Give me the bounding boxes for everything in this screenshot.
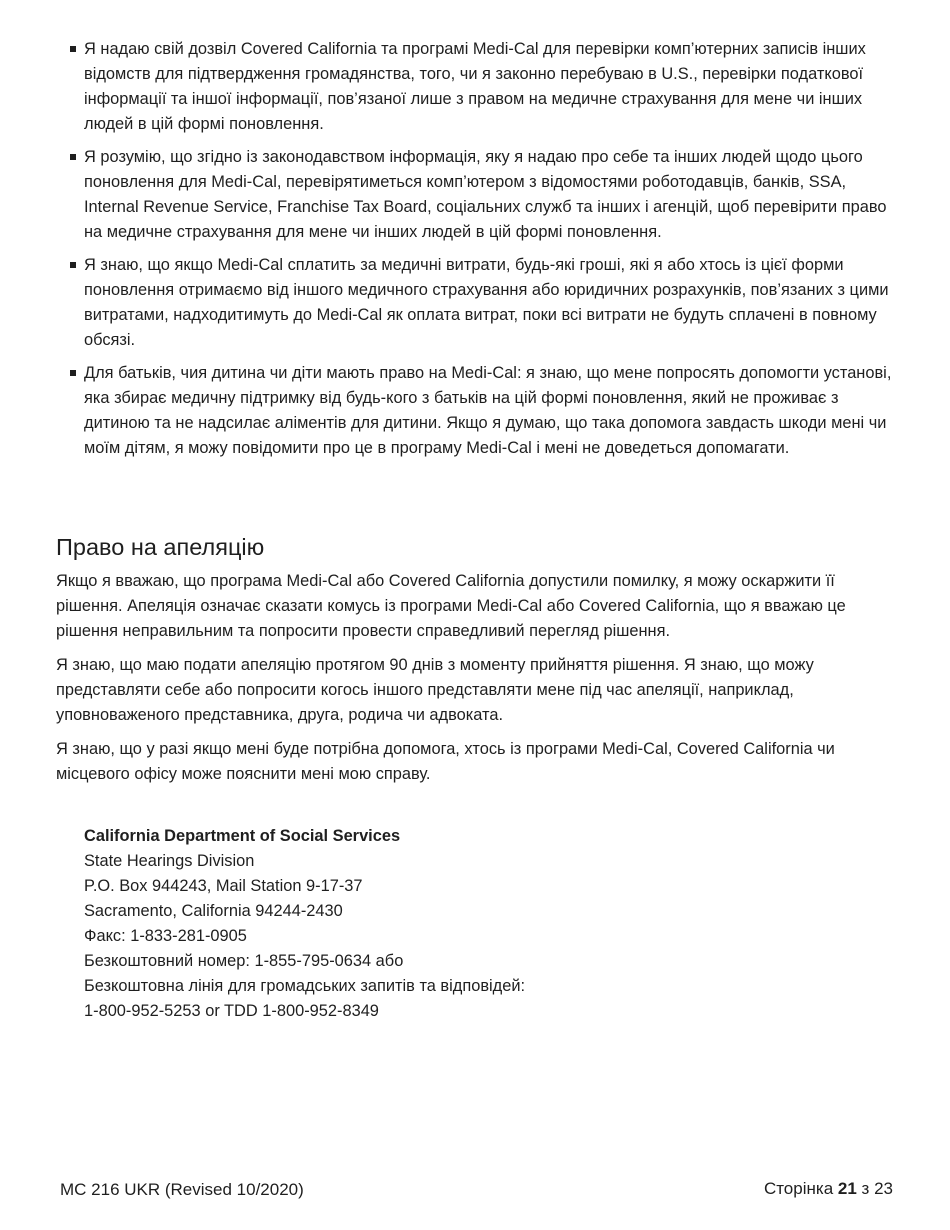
form-id: MC 216 UKR (Revised 10/2020)	[60, 1180, 304, 1199]
address-block	[84, 824, 784, 1024]
bullet-text: Я надаю свій дозвіл Covered California та програмі Medi-Cal для перевірки комп’ютерних записів інших відомств для підтвердження громадянства, того, чи я законно перебуваю в U.S., перевірки податкової інформації та іншої інформації, пов’язаної лише з правом на медичне страхування для мене чи інших людей в цій формі поновлення.	[84, 40, 866, 133]
appeal-body	[56, 569, 896, 796]
page-total: 23	[874, 1179, 893, 1198]
page-label: Сторінка	[763, 1179, 834, 1198]
appeal-paragraph: Я знаю, що маю подати апеляцію протягом 90 днів з моменту прийняття рішення. Я знаю, що можу представляти себе або попросити когось іншого представляти мене під час апеляції, наприклад, уповноваженого представника, друга, родича чи адвоката.	[56, 656, 814, 724]
appeal-paragraph: Я знаю, що у разі якщо мені буде потрібна допомога, хтось із програми Medi-Cal, Covered California чи місцевого офісу може пояснити мені мою справу.	[56, 740, 835, 783]
bullet-text: Я розумію, що згідно із законодавством інформація, яку я надаю про себе та інших людей щодо цього поновлення для Medi-Cal, перевірятиметься комп’ютером з відомостями роботодавців, банків, SSA, Internal Revenue Service, Franchise Tax Board, соціальних служб та інших і агенцій, щоб перевірити право на медичне страхування для мене чи інших людей в цій формі поновлення.	[84, 148, 887, 241]
square-bullet-icon	[70, 262, 76, 268]
bullet-item	[70, 253, 900, 353]
bullet-text: Я знаю, що якщо Medi-Cal сплатить за медичні витрати, будь-які гроші, які я або хтось із цієї форми поновлення отримаємо від іншого медичного страхування або юридичних розрахунків, пов’язаних з цими витратами, надходитимуть до Medi-Cal як оплата витрат, поки всі витрати не будуть сплачені в повному обсязі.	[84, 256, 889, 349]
square-bullet-icon	[70, 154, 76, 160]
bullet-item	[70, 37, 900, 137]
address-division: State Hearings Division	[84, 852, 255, 870]
square-bullet-icon	[70, 370, 76, 376]
appeal-section-heading: Право на апеляцію	[56, 534, 265, 560]
address-organization: California Department of Social Services	[84, 827, 401, 845]
bullet-item	[70, 361, 900, 461]
appeal-paragraph: Якщо я вважаю, що програма Medi-Cal або Covered California допустили помилку, я можу оскаржити її рішення. Апеляція означає сказати комусь із програми Medi-Cal або Covered California, що я вважаю це рішення неправильним та попросити провести справедливий перегляд рішення.	[56, 572, 846, 640]
address-fax: Факс: 1-833-281-0905	[84, 927, 247, 945]
bullet-item	[70, 145, 900, 245]
address-po-box: P.O. Box 944243, Mail Station 9-17-37	[84, 877, 363, 895]
bullet-text: Для батьків, чия дитина чи діти мають право на Medi-Cal: я знаю, що мене попросять допомогти установі, яка збирає медичну підтримку від будь-кого з батьків на цій формі поновлення, який не проживає з дитиною та не надсилає аліментів для дитини. Якщо я думаю, що така допомога завдасть шкоди мені чи моїм дітям, я можу повідомити про це в програму Medi-Cal і мені не доведеться допомагати.	[84, 364, 892, 457]
address-city: Sacramento, California 94244-2430	[84, 902, 343, 920]
page-separator: з	[861, 1179, 870, 1198]
square-bullet-icon	[70, 46, 76, 52]
consent-bullet-list	[70, 37, 900, 469]
address-toll-free: Безкоштовний номер: 1-855-795-0634 або	[84, 952, 404, 970]
page-number: 21	[837, 1179, 857, 1198]
page-indicator	[764, 1177, 893, 1201]
address-public-numbers: 1-800-952-5253 or TDD 1-800-952-8349	[84, 1002, 379, 1020]
address-public-line: Безкоштовна лінія для громадських запитів та відповідей:	[84, 977, 526, 995]
